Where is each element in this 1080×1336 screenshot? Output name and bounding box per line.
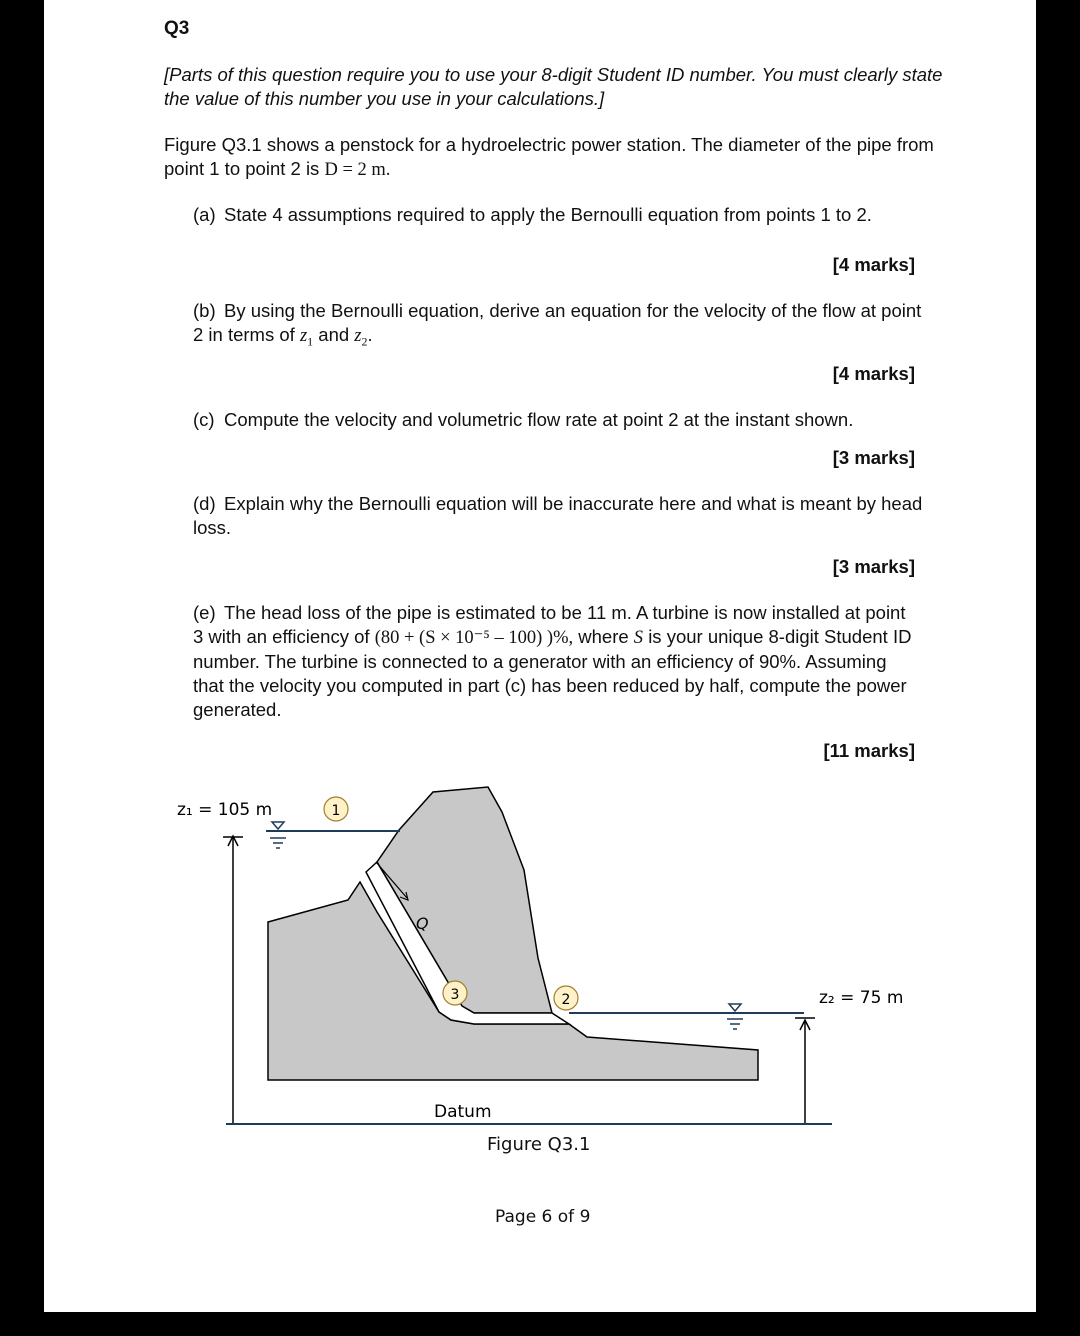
- part-e-text-1: The head loss of the pipe is estimated to be 11 m. A turbine is now installed at point 3 with an efficiency of: [193, 602, 906, 647]
- point-2-marker: [554, 986, 578, 1010]
- part-c-text: Compute the velocity and volumetric flow rate at point 2 at the instant shown.: [224, 409, 854, 430]
- question-intro: [164, 133, 964, 182]
- part-a-marks: [4 marks]: [832, 254, 915, 275]
- part-b-text-2: and: [318, 324, 350, 345]
- figure-caption: Figure Q3.1: [487, 1134, 591, 1155]
- part-b-sub-2: 2: [361, 334, 368, 349]
- z1-label: z₁ = 105 m: [177, 800, 273, 820]
- part-b-text-3: .: [367, 324, 373, 345]
- z1-dimension-arrow: [223, 836, 243, 1124]
- part-d-text: Explain why the Bernoulli equation will be inaccurate here and what is meant by head loss.: [193, 493, 923, 538]
- intro-diameter: D = 2 m.: [324, 160, 391, 180]
- part-e: [193, 601, 919, 722]
- part-b: [193, 299, 923, 354]
- datum-label: Datum: [434, 1102, 492, 1122]
- part-b-sub-1: 1: [307, 334, 314, 349]
- part-b-var-2: z: [354, 326, 362, 346]
- part-a-label: (a): [193, 204, 216, 225]
- point-3-label: 3: [450, 987, 460, 1003]
- part-d-label: (d): [193, 493, 216, 514]
- part-c-marks: [3 marks]: [832, 447, 915, 468]
- part-e-marks: [11 marks]: [823, 740, 915, 761]
- part-a: [193, 203, 923, 227]
- part-e-text-3: is your unique 8-digit Student ID number. The turbine is connected to a generator with an efficiency of 90%. Assuming that the velocity you computed in part (c) has been reduced by half, compute the power generated.: [193, 626, 912, 720]
- water-level-icon-upstream: [270, 822, 286, 848]
- part-b-marks: [4 marks]: [832, 363, 915, 384]
- flow-q-label: Q: [416, 914, 429, 933]
- part-d: [193, 492, 923, 540]
- part-b-var-1: z: [299, 326, 308, 346]
- point-3-marker: [443, 981, 467, 1005]
- part-e-formula: (80 + (S × 10⁻⁵ – 100) )%,: [374, 628, 574, 648]
- part-e-text-2: where: [578, 626, 629, 647]
- part-c-label: (c): [193, 409, 215, 430]
- part-e-label: (e): [193, 602, 216, 623]
- part-c: [193, 408, 953, 432]
- point-1-marker: [324, 797, 348, 821]
- intro-text: Figure Q3.1 shows a penstock for a hydroelectric power station. The diameter of the pipe from point 1 to point 2 is: [164, 134, 934, 179]
- z2-label: z₂ = 75 m: [819, 988, 904, 1008]
- question-number: Q3: [164, 18, 190, 39]
- question-note: [Parts of this question require you to use your 8-digit Student ID number. You must clearly state the value of this number you use in your calculations.]: [164, 64, 943, 109]
- page-number: Page 6 of 9: [495, 1207, 591, 1227]
- part-d-marks: [3 marks]: [832, 556, 915, 577]
- water-level-icon-downstream: [727, 1004, 743, 1029]
- part-b-text-1: By using the Bernoulli equation, derive an equation for the velocity of the flow at point 2 in terms of: [193, 300, 922, 345]
- part-e-var: S: [633, 628, 644, 648]
- document-page: [44, 0, 1036, 1312]
- penstock-figure: [44, 780, 1036, 1130]
- point-2-label: 2: [561, 992, 571, 1008]
- z2-dimension-arrow: [795, 1018, 815, 1124]
- point-1-label: 1: [331, 803, 341, 819]
- part-a-text: State 4 assumptions required to apply the Bernoulli equation from points 1 to 2.: [224, 204, 872, 225]
- part-b-label: (b): [193, 300, 216, 321]
